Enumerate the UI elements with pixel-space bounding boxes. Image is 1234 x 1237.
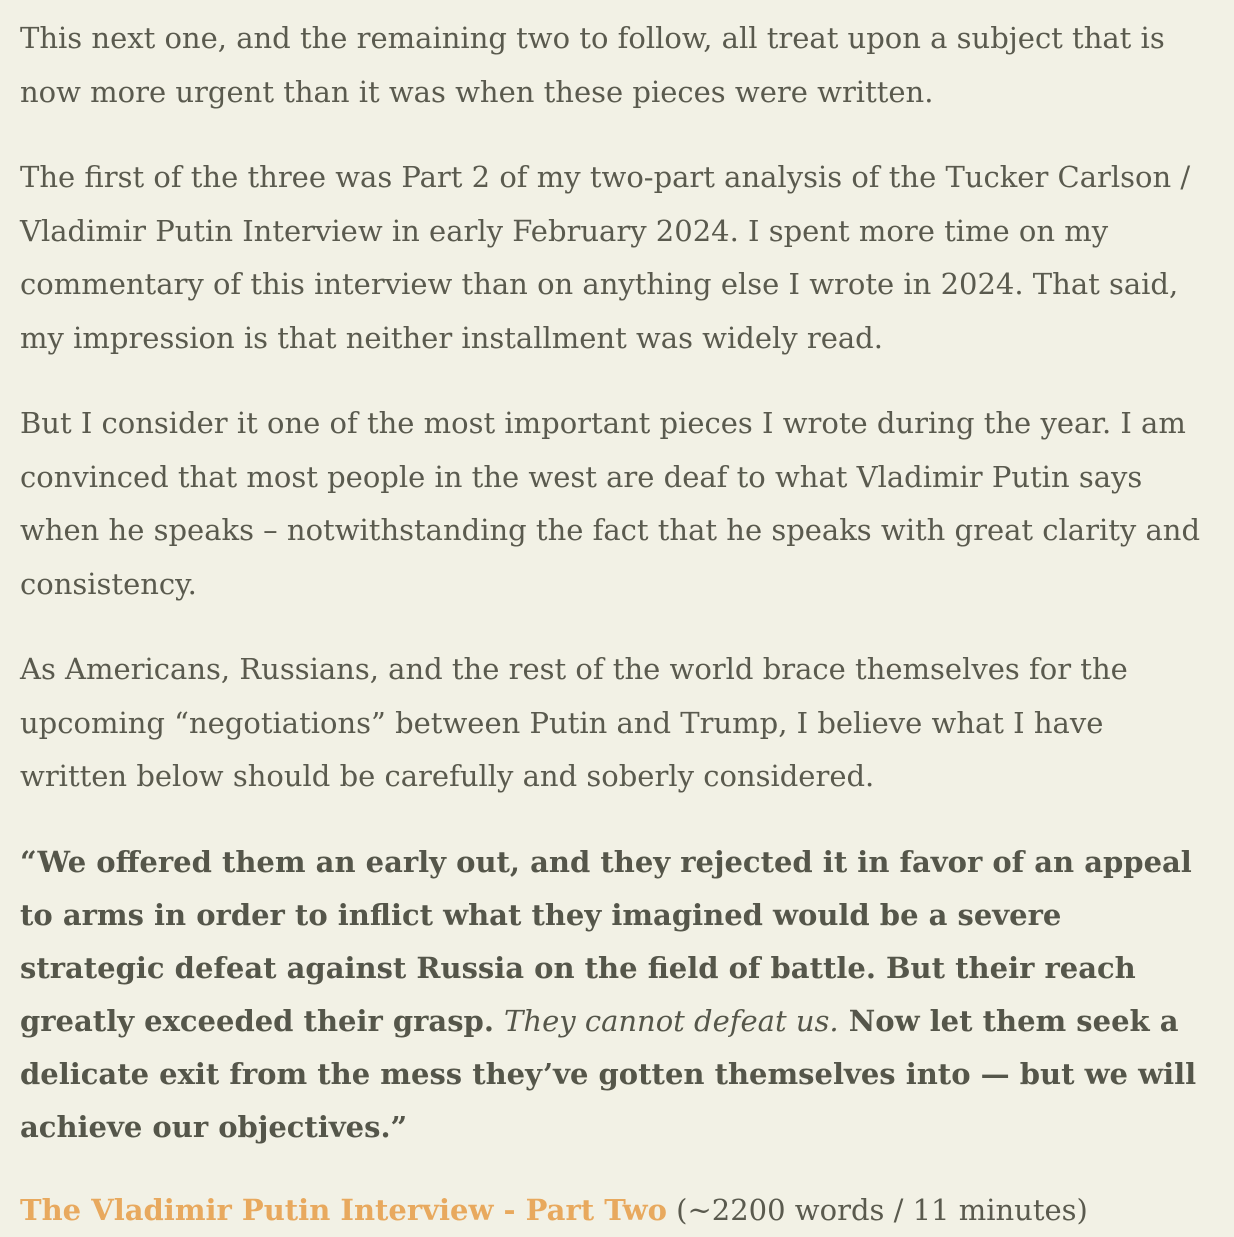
- article-link[interactable]: The Vladimir Putin Interview - Part Two: [20, 1193, 667, 1227]
- article-link-line: [20, 1184, 1214, 1237]
- paragraph-negotiations: As Americans, Russians, and the rest of the world brace themselves for the upcoming “negotiations” between Putin and Trump, I believe what I have written below should be carefully and soberly considered.: [20, 643, 1214, 804]
- paragraph-intro: This next one, and the remaining two to follow, all treat upon a subject that is now more urgent than it was when these pieces were written.: [20, 12, 1214, 119]
- paragraph-first-of-three: The first of the three was Part 2 of my two-part analysis of the Tucker Carlson / Vladimir Putin Interview in early February 2024. I spent more time on my commentary of this interview than on anything else I wrote in 2024. That said, my impression is that neither installment was widely read.: [20, 151, 1214, 365]
- article-link-meta: (~2200 words / 11 minutes): [676, 1193, 1088, 1227]
- pull-quote-part-2: Now let them seek a delicate exit from the mess they’ve gotten themselves into — but we will achieve our objectives.”: [20, 1004, 1196, 1144]
- pull-quote-emphasis: They cannot defeat us.: [504, 1004, 839, 1038]
- pull-quote: [20, 836, 1214, 1154]
- pull-quote-part-1: “We offered them an early out, and they rejected it in favor of an appeal to arms in order to inflict what they imagined would be a severe strategic defeat against Russia on the field of battle. But their reach greatly exceeded their grasp.: [20, 845, 1192, 1038]
- paragraph-importance: But I consider it one of the most important pieces I wrote during the year. I am convinced that most people in the west are deaf to what Vladimir Putin says when he speaks – notwithstanding the fact that he speaks with great clarity and consistency.: [20, 397, 1214, 611]
